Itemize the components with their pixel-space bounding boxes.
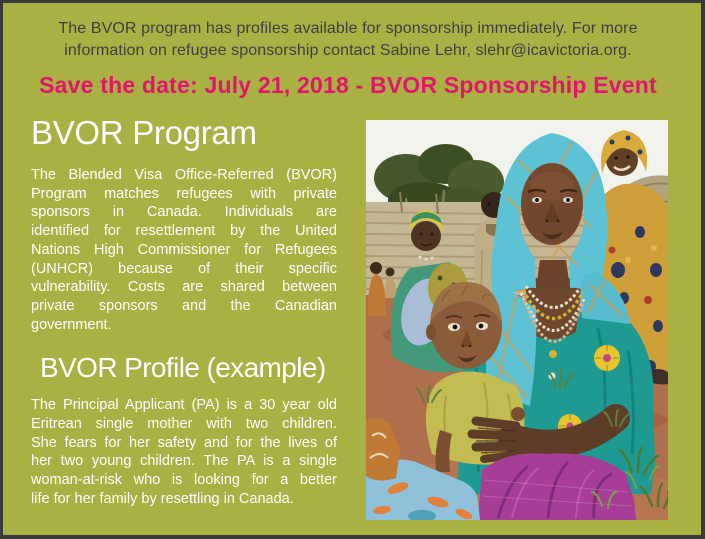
profile-line: life for her family by resettling in Canada.	[31, 490, 294, 507]
banner-line-1: The BVOR program has profiles available for sponsorship immediately. For more	[58, 20, 638, 37]
profile-line: woman-at-risk who is looking for a better	[31, 472, 337, 489]
program-line: government.	[31, 316, 112, 333]
program-line: (UNHCR) because of their specific	[31, 260, 337, 277]
save-the-date-headline: Save the date: July 21, 2018 - BVOR Sponsorship Event	[39, 72, 657, 98]
program-line: The Blended Visa Office-Referred (BVOR)	[31, 167, 337, 183]
profile-paragraph	[31, 396, 337, 508]
profile-heading: BVOR Profile (example)	[40, 352, 326, 384]
photo-refugee-mother-and-child	[366, 120, 668, 520]
program-heading: BVOR Program	[31, 114, 257, 151]
profile-line: her two young children. The PA is a single	[31, 453, 337, 470]
program-line: identified for resettlement by the United	[31, 223, 337, 240]
program-line: private sponsors and the Canadian	[31, 297, 337, 314]
flyer-slide	[3, 3, 701, 535]
program-paragraph	[31, 166, 337, 334]
profile-line: The Principal Applicant (PA) is a 30 year old	[31, 397, 337, 414]
program-line: Nations High Commissioner for Refugees	[31, 241, 337, 258]
text-column	[31, 113, 337, 509]
profile-line: She fears for her safety and for the lives of	[31, 434, 337, 451]
program-line: sponsors in Canada. Individuals are	[31, 204, 337, 221]
photo-flower-applique	[594, 345, 620, 371]
banner-line-2: information on refugee sponsorship contact Sabine Lehr, slehr@icavictoria.org.	[64, 42, 632, 59]
program-line: vulnerability. Costs are shared between	[31, 279, 337, 296]
profile-line: Eritrean single mother with two children.	[31, 416, 337, 433]
intro-banner	[25, 18, 671, 62]
program-line: Program matches refugees with private	[31, 185, 337, 202]
